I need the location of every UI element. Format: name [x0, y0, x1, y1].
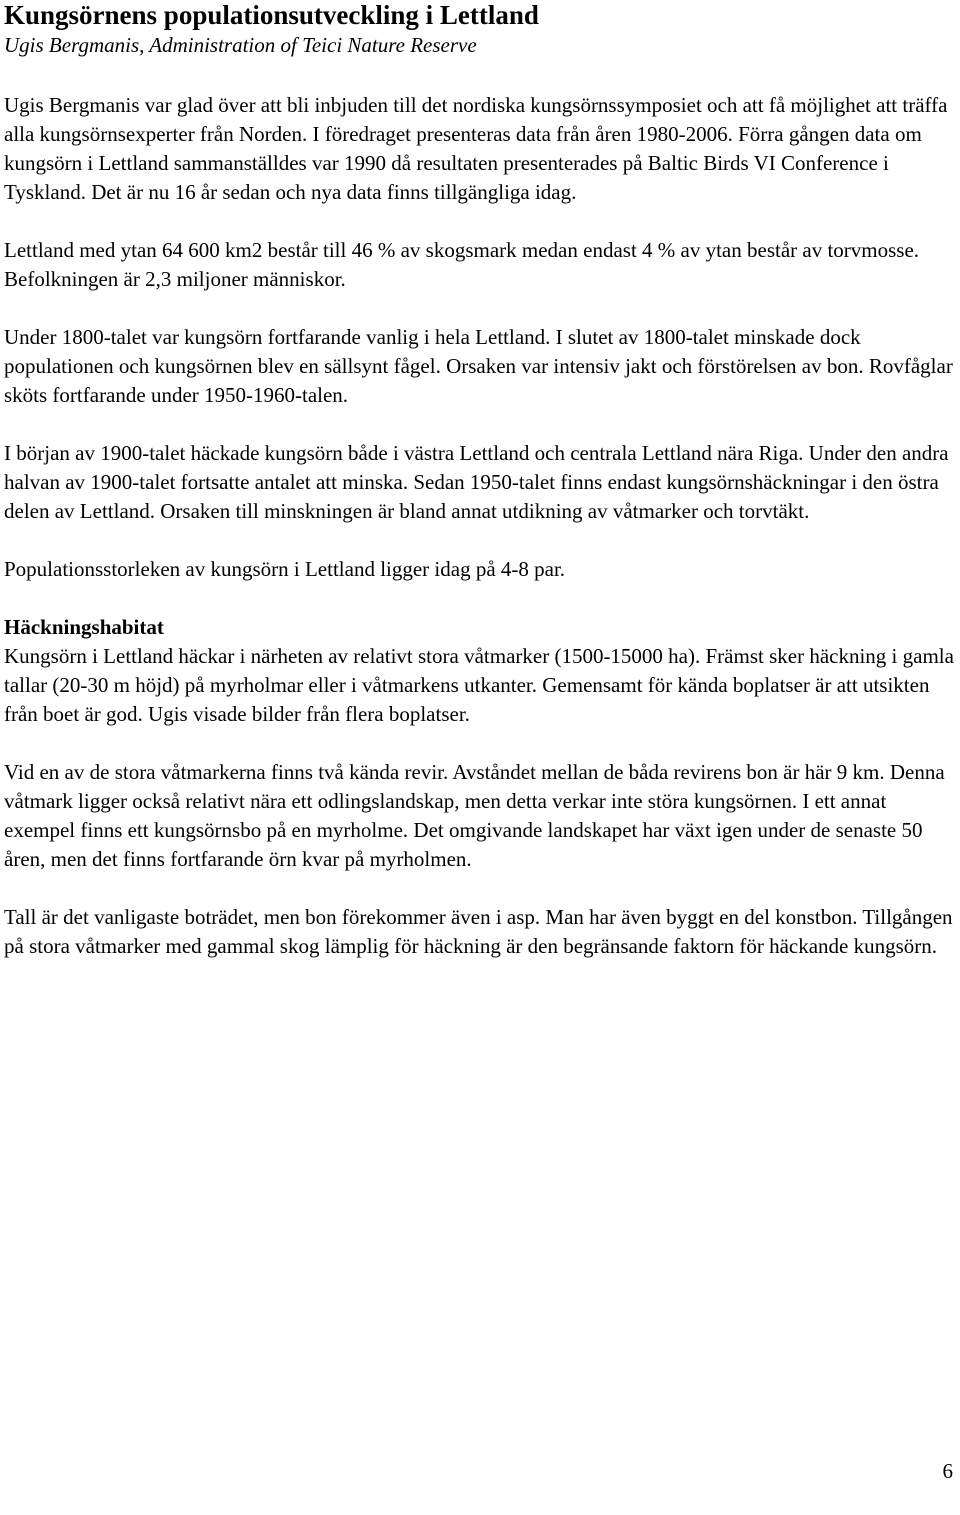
document-page — [4, 0, 954, 990]
document-subtitle: Ugis Bergmanis, Administration of Teici Nature Reserve — [4, 33, 477, 57]
paragraph-habitat-2: Vid en av de stora våtmarkerna finns två kända revir. Avståndet mellan de båda revirens bon är här 9 km. Denna våtmark ligger också relativt nära ett odlingslandskap, men detta verkar inte störa kungsörnen. I ett annat exempel finns ett kungsörnsbo på en myrholme. Det omgivande landskapet har växt igen under de senaste 50 åren, men det finns fortfarande örn kvar på myrholmen. — [4, 760, 945, 871]
paragraph-history-1800: Under 1800-talet var kungsörn fortfarande vanlig i hela Lettland. I slutet av 1800-talet minskade dock populationen och kungsörnen blev en sällsynt fågel. Orsaken var intensiv jakt och förstörelsen av bon. Rovfåglar sköts fortfarande under 1950-1960-talen. — [4, 325, 953, 407]
paragraph-habitat-1: Kungsörn i Lettland häckar i närheten av relativt stora våtmarker (1500-15000 ha). Främst sker häckning i gamla tallar (20-30 m höjd) på myrholmar eller i våtmarkens utkanter. Gemensamt för kända boplatser är att utsikten från boet är god. Ugis visade bilder från flera boplatser. — [4, 644, 954, 726]
page-number: 6 — [942, 1459, 953, 1483]
document-body — [4, 91, 954, 961]
section-heading-habitat: Häckningshabitat — [4, 615, 164, 639]
paragraph-history-1900: I början av 1900-talet häckade kungsörn både i västra Lettland och centrala Lettland nära Riga. Under den andra halvan av 1900-talet fortsatte antalet att minska. Sedan 1950-talet finns endast kungsörnshäckningar i den östra delen av Lettland. Orsaken till minskningen är bland annat utdikning av våtmarker och torvtäkt. — [4, 441, 949, 523]
document-title: Kungsörnens populationsutveckling i Lettland — [4, 0, 539, 30]
paragraph-area: Lettland med ytan 64 600 km2 består till 46 % av skogsmark medan endast 4 % av ytan består av torvmosse. Befolkningen är 2,3 miljoner människor. — [4, 238, 920, 291]
paragraph-intro: Ugis Bergmanis var glad över att bli inbjuden till det nordiska kungsörnssymposiet och att få möjlighet att träffa alla kungsörnsexperter från Norden. I föredraget presenteras data från åren 1980-2006. Förra gången data om kungsörn i Lettland sammanställdes var 1990 då resultaten presenterades på Baltic Birds VI Conference i Tyskland. Det är nu 16 år sedan och nya data finns tillgängliga idag. — [4, 93, 948, 204]
paragraph-population-size: Populationsstorleken av kungsörn i Lettland ligger idag på 4-8 par. — [4, 557, 566, 581]
paragraph-habitat-3: Tall är det vanligaste boträdet, men bon förekommer även i asp. Man har även byggt en del konstbon. Tillgången på stora våtmarker med gammal skog lämplig för häckning är den begränsande faktorn för häckande kungsörn. — [4, 905, 953, 958]
